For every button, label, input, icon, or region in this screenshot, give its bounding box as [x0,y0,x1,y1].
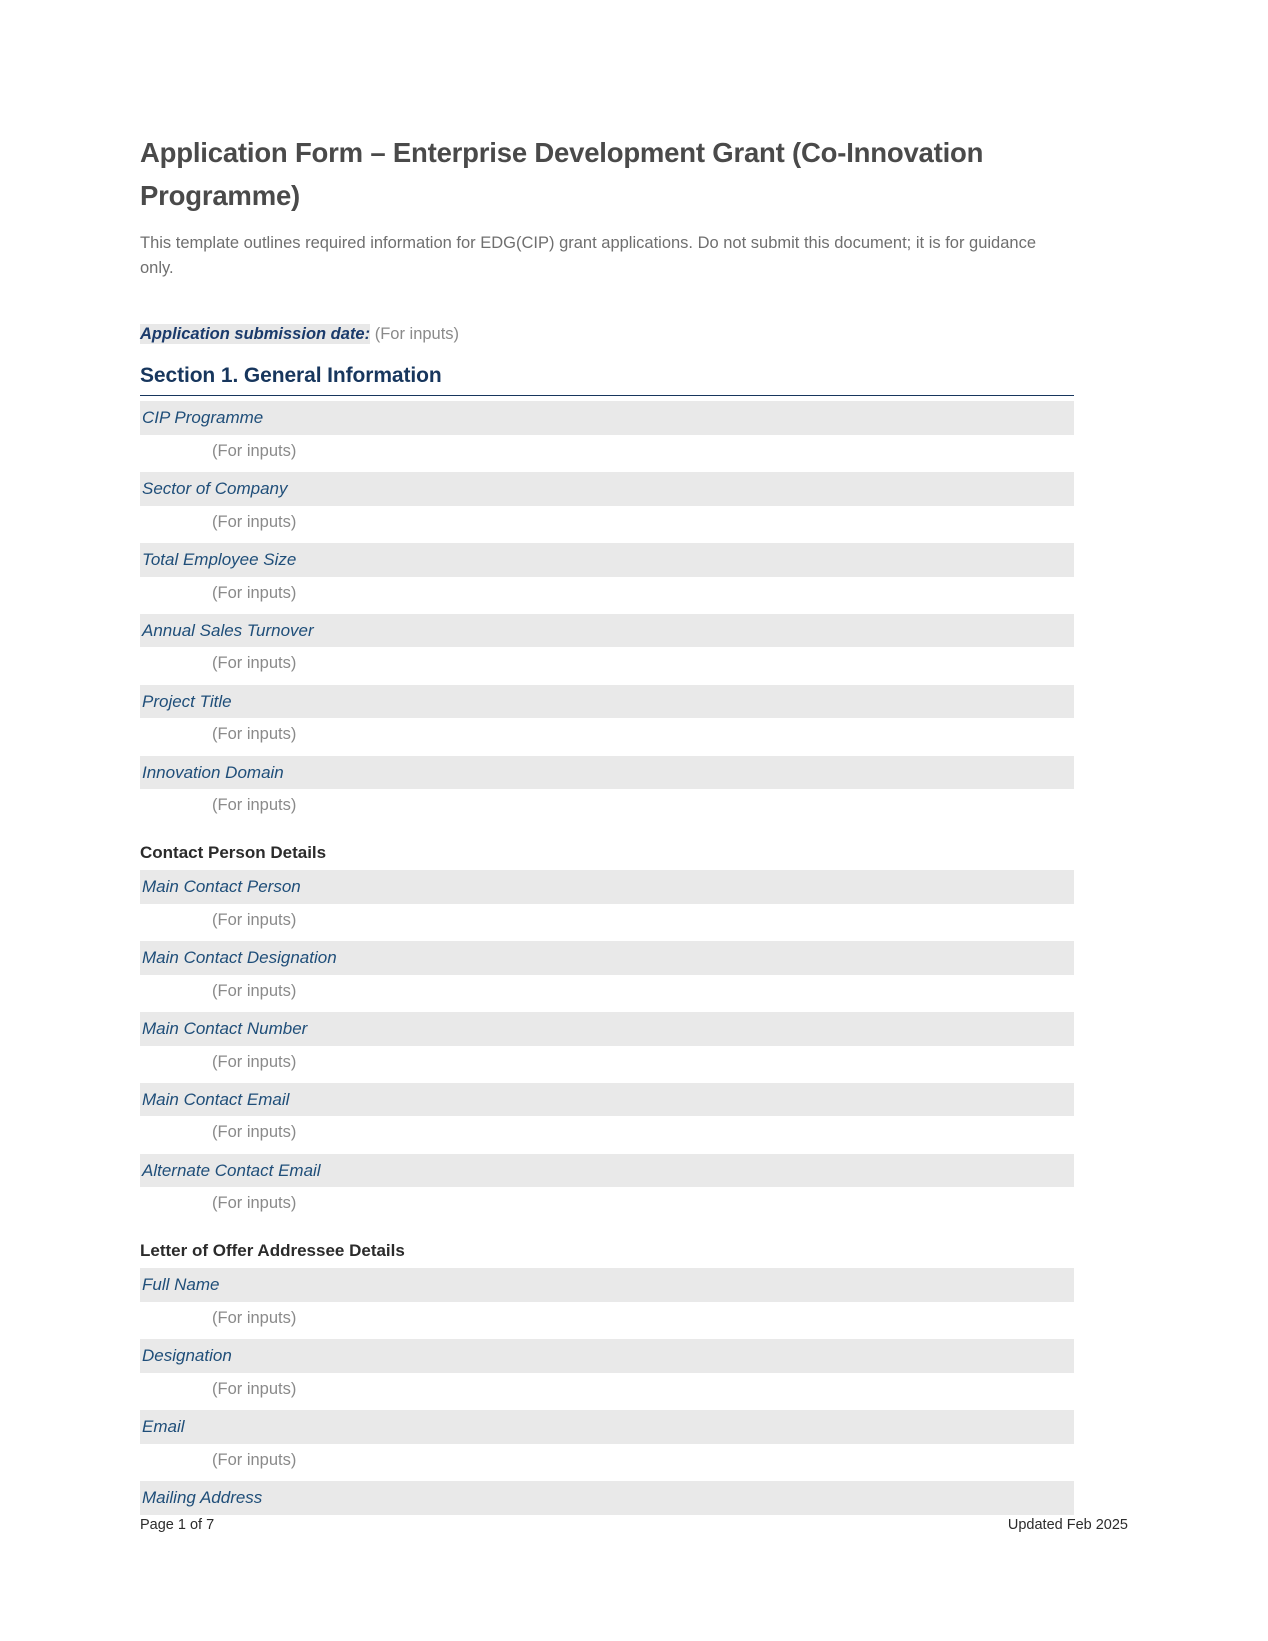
footer-updated-date: Updated Feb 2025 [1007,1517,1128,1533]
page-footer [140,1517,1128,1533]
application-submission-date-value[interactable]: (For inputs) [374,324,460,343]
field-input[interactable]: (For inputs) [212,1052,297,1071]
field-label: Full Name [140,1268,1074,1302]
field-label: Main Contact Designation [140,941,1074,975]
field-input[interactable]: (For inputs) [212,1379,297,1398]
field-input[interactable]: (For inputs) [212,796,297,815]
field-label: Mailing Address [140,1481,1074,1515]
field-label: Annual Sales Turnover [140,614,1074,648]
field-main-contact-email [140,1083,1074,1149]
field-annual-sales-turnover [140,614,1074,680]
field-input[interactable]: (For inputs) [212,654,297,673]
field-label: Total Employee Size [140,543,1074,577]
field-input[interactable]: (For inputs) [212,1450,297,1469]
field-label: Sector of Company [140,472,1074,506]
field-label: Project Title [140,685,1074,719]
section-1-heading: Section 1. General Information [140,362,1074,396]
field-main-contact-designation [140,941,1074,1007]
field-designation [140,1339,1074,1405]
letter-of-offer-addressee-details-heading: Letter of Offer Addressee Details [140,1240,405,1260]
field-label: Innovation Domain [140,756,1074,790]
field-main-contact-number [140,1012,1074,1078]
page-title: Application Form – Enterprise Development Grant (Co-Innovation Programme) [140,137,984,211]
field-full-name [140,1268,1074,1334]
field-project-title [140,685,1074,751]
field-label: Main Contact Person [140,870,1074,904]
field-cip-programme [140,401,1074,467]
field-input[interactable]: (For inputs) [212,583,297,602]
field-email [140,1410,1074,1476]
field-input[interactable]: (For inputs) [212,981,297,1000]
field-input[interactable]: (For inputs) [212,1123,297,1142]
field-innovation-domain [140,756,1074,822]
field-label: CIP Programme [140,401,1074,435]
field-input[interactable]: (For inputs) [212,725,297,744]
page-content [140,132,1074,1515]
field-label: Designation [140,1339,1074,1373]
field-mailing-address [140,1481,1074,1515]
field-label: Main Contact Email [140,1083,1074,1117]
field-input[interactable]: (For inputs) [212,441,297,460]
field-label: Alternate Contact Email [140,1154,1074,1188]
contact-person-details-heading: Contact Person Details [140,842,327,862]
field-input[interactable]: (For inputs) [212,910,297,929]
intro-paragraph: This template outlines required information for EDG(CIP) grant applications. Do not submit this document; it is for guidance only. [140,234,1037,277]
field-label: Main Contact Number [140,1012,1074,1046]
footer-page-number: Page 1 of 7 [140,1517,215,1533]
field-total-employee-size [140,543,1074,609]
field-alternate-contact-email [140,1154,1074,1220]
field-sector-of-company [140,472,1074,538]
field-input[interactable]: (For inputs) [212,1308,297,1327]
field-input[interactable]: (For inputs) [212,512,297,531]
field-main-contact-person [140,870,1074,936]
field-label: Email [140,1410,1074,1444]
application-submission-date-row [140,323,1074,346]
field-input[interactable]: (For inputs) [212,1194,297,1213]
application-submission-date-label: Application submission date: [140,324,371,343]
